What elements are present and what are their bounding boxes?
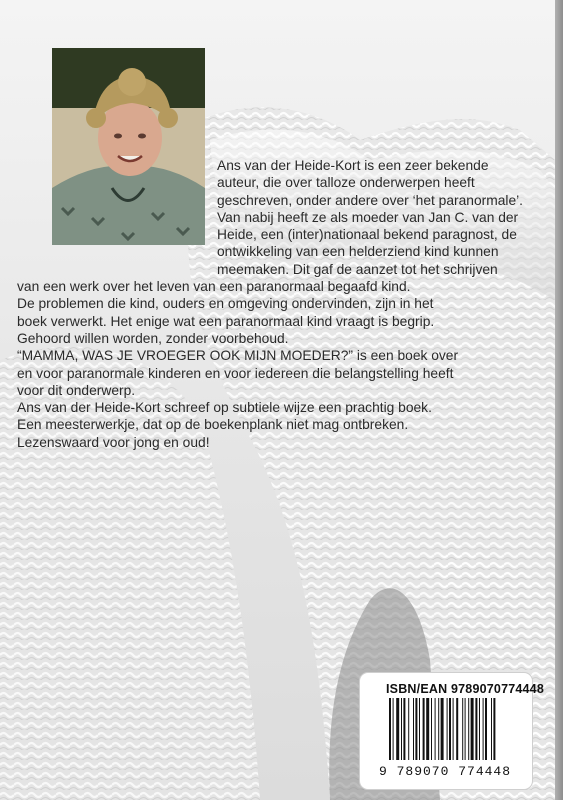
barcode-bar xyxy=(493,698,495,760)
blurb-line: auteur, die over talloze onderwerpen heeft xyxy=(217,175,475,191)
barcode-bars xyxy=(389,698,529,760)
blurb-line: Lezenswaard voor jong en oud! xyxy=(17,434,210,450)
blurb-line: Van nabij heeft ze als moeder van Jan C. van der xyxy=(217,209,519,225)
blurb-line: en voor paranormale kinderen en voor iedereen die belangstelling heeft xyxy=(17,365,454,381)
blurb-line: Gehoord willen worden, zonder voorbehoud. xyxy=(17,330,289,346)
barcode-bar xyxy=(408,698,409,760)
book-blurb xyxy=(17,157,547,451)
barcode-bar xyxy=(483,698,484,760)
barcode-bar xyxy=(479,698,480,760)
isbn-label: ISBN/EAN 9789070774448 xyxy=(386,682,544,696)
barcode-bar xyxy=(453,698,454,760)
barcode-bar xyxy=(465,698,466,760)
barcode-bar xyxy=(389,698,391,760)
blurb-line: geschreven, onder andere over ‘het paranormale’. xyxy=(217,192,524,208)
barcode-bar xyxy=(471,698,474,760)
barcode-bar xyxy=(491,698,492,760)
barcode-bar xyxy=(441,698,444,760)
barcode-bar xyxy=(447,698,448,760)
barcode-bar xyxy=(456,698,458,760)
barcode-bar xyxy=(438,698,439,760)
blurb-line: “MAMMA, WAS JE VROEGER OOK MIJN MOEDER?” is een boek over xyxy=(17,348,459,364)
blurb-line: Heide, een (inter)nationaal bekend paragnost, de xyxy=(217,227,517,243)
barcode-bar xyxy=(419,698,420,760)
barcode-bar xyxy=(449,698,451,760)
barcode-bar xyxy=(426,698,429,760)
blurb-line: ontwikkeling van een helderziend kind kunnen xyxy=(217,244,499,260)
author-photo xyxy=(52,48,205,245)
blurb-line: boek verwerkt. Het enige wat een paranormaal kind vraagt is begrip. xyxy=(17,313,435,329)
blurb-line: meemaken. Dit gaf de aanzet tot het schrijven xyxy=(217,261,498,277)
barcode-bar xyxy=(423,698,425,760)
barcode-bar xyxy=(401,698,402,760)
page-edge xyxy=(555,0,563,800)
barcode-bar xyxy=(435,698,436,760)
blurb-line: van een werk over het leven van een paranormaal begaafd kind. xyxy=(17,279,411,295)
ean-digits: 9 789070 774448 xyxy=(379,764,512,779)
blurb-line: voor dit onderwerp. xyxy=(17,382,136,398)
blurb-line: Ans van der Heide-Kort is een zeer bekende xyxy=(217,158,489,173)
barcode-bar xyxy=(403,698,405,760)
blurb-line: Een meesterwerkje, dat op de boekenplank niet mag ontbreken. xyxy=(17,417,409,433)
barcode-bar xyxy=(413,698,414,760)
barcode-bar xyxy=(431,698,432,760)
barcode-bar xyxy=(396,698,399,760)
barcode-bar xyxy=(485,698,487,760)
author-portrait-icon xyxy=(52,48,205,245)
barcode-bar xyxy=(468,698,469,760)
barcode-bar xyxy=(462,698,463,760)
blurb-line: Ans van der Heide-Kort schreef op subtiele wijze een prachtig boek. xyxy=(17,400,432,416)
barcode-bar xyxy=(475,698,477,760)
blurb-line: De problemen die kind, ouders en omgeving ondervinden, zijn in het xyxy=(17,296,434,312)
barcode-bar xyxy=(393,698,394,760)
barcode-bar xyxy=(415,698,417,760)
